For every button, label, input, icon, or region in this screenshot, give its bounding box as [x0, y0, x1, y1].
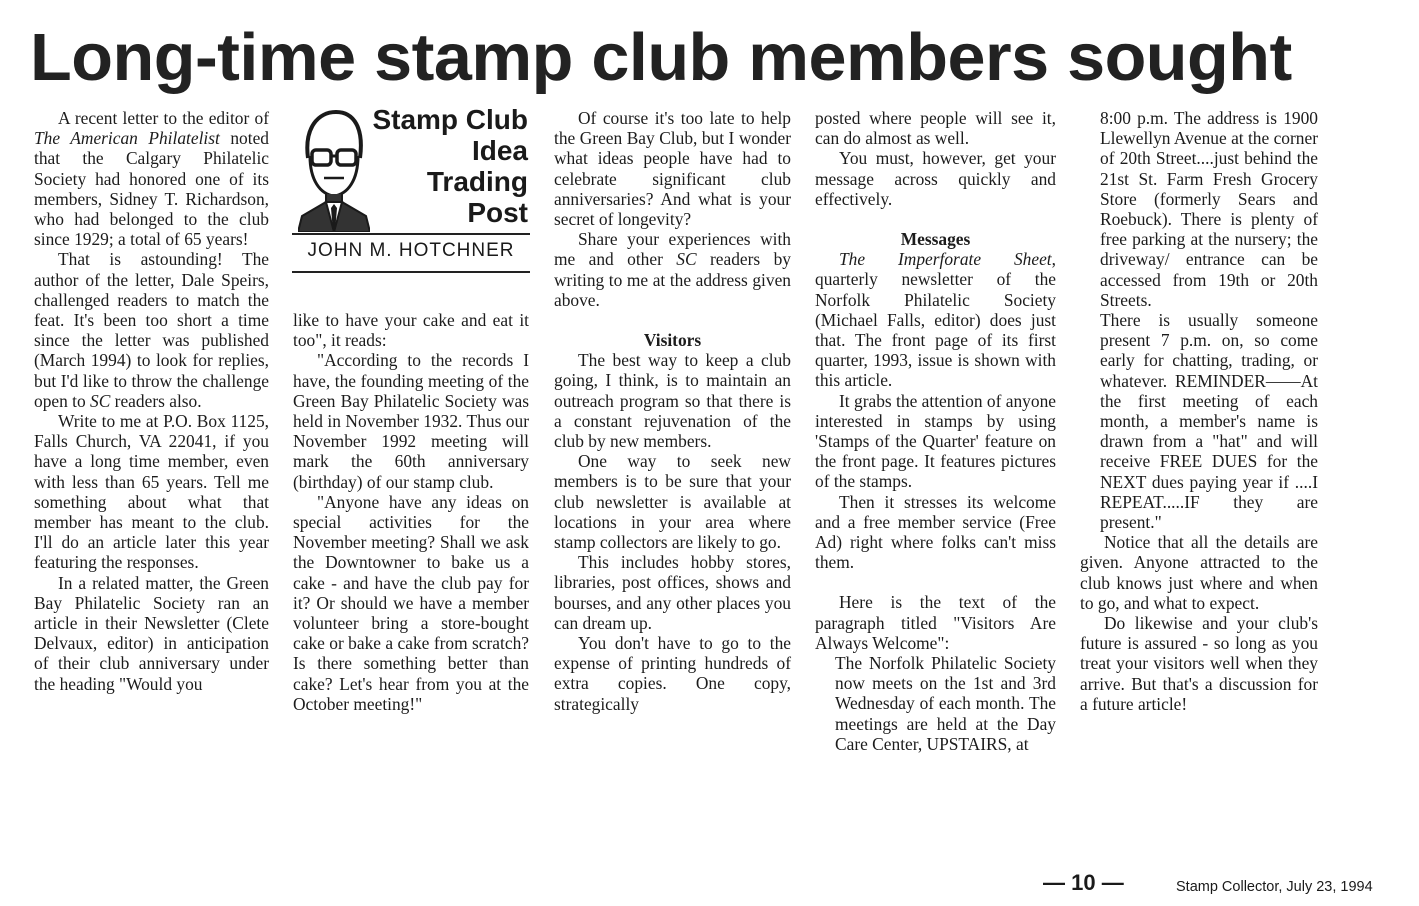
text-run: Then it stresses its welcome and a free member service (Free Ad) right where folks can't miss them.: [815, 491, 1056, 573]
text-run: , quarterly newsletter of the Norfolk Philatelic Society (Michael Falls, editor) does just that. The front page of its first quarter, 1993, issue is shown with this article.: [815, 249, 1056, 391]
text-run: That is astounding! The author of the letter, Dale Speirs, challenged readers to match the feat. It's been too short a time since the letter was published (March 1994) to look for replies, but I'd like to throw the challenge open to: [34, 249, 269, 411]
text-run: In a related matter, the Green Bay Philatelic Society ran an article in their Newsletter (Clete Delvaux, editor) in anticipation of their club anniversary under the heading "Would you: [34, 572, 269, 694]
paragraph: [293, 350, 529, 491]
paragraph: [815, 492, 1056, 573]
article-column-5: [1080, 108, 1318, 714]
paragraph: [815, 148, 1056, 209]
article-column-3: [554, 108, 791, 714]
spacer: [815, 209, 1056, 229]
column-logo: [292, 104, 530, 274]
text-run: One way to seek new members is to be sure that your club newsletter is available at locations in your area where stamp collectors are likely to go.: [554, 451, 791, 553]
paragraph: [1080, 310, 1318, 532]
text-run: "Anyone have any ideas on special activities for the November meeting? Shall we ask the Downtowner to bake us a cake - and have the club pay for it? Or should we have a member volunteer bring a store-bought cake or bake a cake from scratch? Is there something better than cake? Let's hear from you at the October meeting!": [293, 491, 529, 714]
text-run: like to have your cake and eat it too", it reads:: [293, 310, 529, 351]
paragraph: [34, 573, 269, 694]
paragraph: [1080, 532, 1318, 613]
paragraph: [554, 108, 791, 229]
italic-title: SC: [90, 390, 111, 411]
text-run: The Norfolk Philatelic Society now meets on the 1st and 3rd Wednesday of each month. The meetings are held at the Day Care Center, UPSTAIRS, at: [835, 653, 1056, 754]
text-run: This includes hobby stores, libraries, post offices, shows and bourses, and any other places you can dream up.: [554, 552, 791, 633]
article-column-1: [34, 108, 269, 694]
text-run: noted that the Calgary Philatelic Society had honored one of its members, Sidney T. Richardson, who had belonged to the club since 1929; a total of 65 years!: [34, 128, 269, 250]
paragraph: [554, 229, 791, 310]
text-run: Here is the text of the paragraph titled "Visitors Are Always Welcome":: [815, 592, 1056, 653]
paragraph: [293, 492, 529, 714]
article-column-4: [815, 108, 1056, 754]
text-run: You don't have to go to the expense of printing hundreds of extra copies. One copy, strategically: [554, 633, 791, 714]
paragraph: [1080, 108, 1318, 310]
paragraph: [293, 310, 529, 350]
paragraph: [554, 552, 791, 633]
column-logo-title: [372, 104, 528, 228]
article-column-2: [293, 310, 529, 714]
text-run: Visitors: [643, 330, 702, 351]
text-run: Do likewise and your club's future is assured - so long as you treat your visitors well when they arrive. But that's a discussion for a future article!: [1080, 613, 1318, 714]
spacer: [815, 572, 1056, 592]
logo-title-line: Post: [467, 197, 528, 228]
author-byline: JOHN M. HOTCHNER: [307, 240, 515, 261]
page-number: — 10 —: [1043, 870, 1124, 895]
text-run: The best way to keep a club going, I think, is to maintain an outreach program so that there is a constant rejuvenation of the club by new members.: [554, 350, 791, 452]
text-run: readers by writing to me at the address given above.: [554, 249, 791, 310]
text-run: Notice that all the details are given. Anyone attracted to the club knows just where and when to go, and what to expect.: [1080, 532, 1318, 613]
spacer: [554, 310, 791, 330]
text-run: 8:00 p.m. The address is 1900 Llewellyn Avenue at the corner of 20th Street....just behind the 21st St. Farm Fresh Grocery Store (formerly Sears and Roebuck). There is plenty of free parking at the nursery; the driveway/ entrance can be accessed from 19th or 20th Streets.: [1100, 108, 1318, 310]
italic-title: SC: [676, 249, 697, 270]
text-run: A recent letter to the editor of: [58, 108, 269, 128]
paragraph: [554, 451, 791, 552]
text-run: You must, however, get your message across quickly and effectively.: [815, 148, 1056, 209]
text-run: It grabs the attention of anyone interested in stamps by using 'Stamps of the Quarter' feature on the front page. It features pictures of the stamps.: [815, 390, 1056, 492]
text-run: Of course it's too late to help the Green Bay Club, but I wonder what ideas people have had to celebrate significant club anniversaries? And what is your secret of longevity?: [554, 108, 791, 230]
paragraph: [815, 592, 1056, 653]
text-run: posted where people will see it, can do almost as well.: [815, 108, 1056, 149]
text-run: Messages: [900, 229, 971, 250]
text-run: Share your experiences with me and other: [554, 229, 791, 270]
italic-title: The Imperforate Sheet: [839, 249, 1052, 270]
section-heading: [554, 330, 791, 350]
paragraph: [815, 391, 1056, 492]
logo-title-line: Idea: [471, 135, 528, 166]
paragraph: [34, 249, 269, 411]
paragraph: [1080, 613, 1318, 714]
text-run: There is usually someone present 7 p.m. on, so come early for chatting, trading, or whatever. REMINDER——At the first meeting of each month, a member's name is drawn from a "hat" and will receive FREE DUES for the NEXT dues paying year if ....I REPEAT.....IF they are present.": [1100, 310, 1318, 533]
paragraph: [815, 653, 1056, 754]
logo-rule-bottom: [292, 271, 530, 273]
text-run: readers also.: [110, 390, 202, 411]
paragraph: [815, 249, 1056, 390]
text-run: Write to me at P.O. Box 1125, Falls Church, VA 22041, if you have a long time member, even with less than 65 years. Tell me something about what that member has meant to the club. I'll do an article later this year featuring the responses.: [34, 411, 269, 573]
paragraph: [34, 411, 269, 573]
publication-source: Stamp Collector, July 23, 1994: [1176, 879, 1373, 895]
logo-title-line: Trading: [426, 166, 528, 197]
logo-title-line: Stamp Club: [372, 104, 528, 135]
paragraph: [554, 633, 791, 714]
paragraph: [34, 108, 269, 249]
author-portrait-icon: [298, 108, 370, 232]
section-heading: [815, 229, 1056, 249]
text-run: "According to the records I have, the founding meeting of the Green Bay Philatelic Society was held in November 1932. Thus our November 1992 meeting will mark the 60th anniversary (birthday) of our stamp club.: [293, 350, 529, 492]
headline: Long-time stamp club members sought: [30, 20, 1292, 95]
italic-title: The American Philatelist: [34, 128, 220, 149]
paragraph: [815, 108, 1056, 148]
paragraph: [554, 350, 791, 451]
logo-rule-top: [292, 233, 530, 235]
